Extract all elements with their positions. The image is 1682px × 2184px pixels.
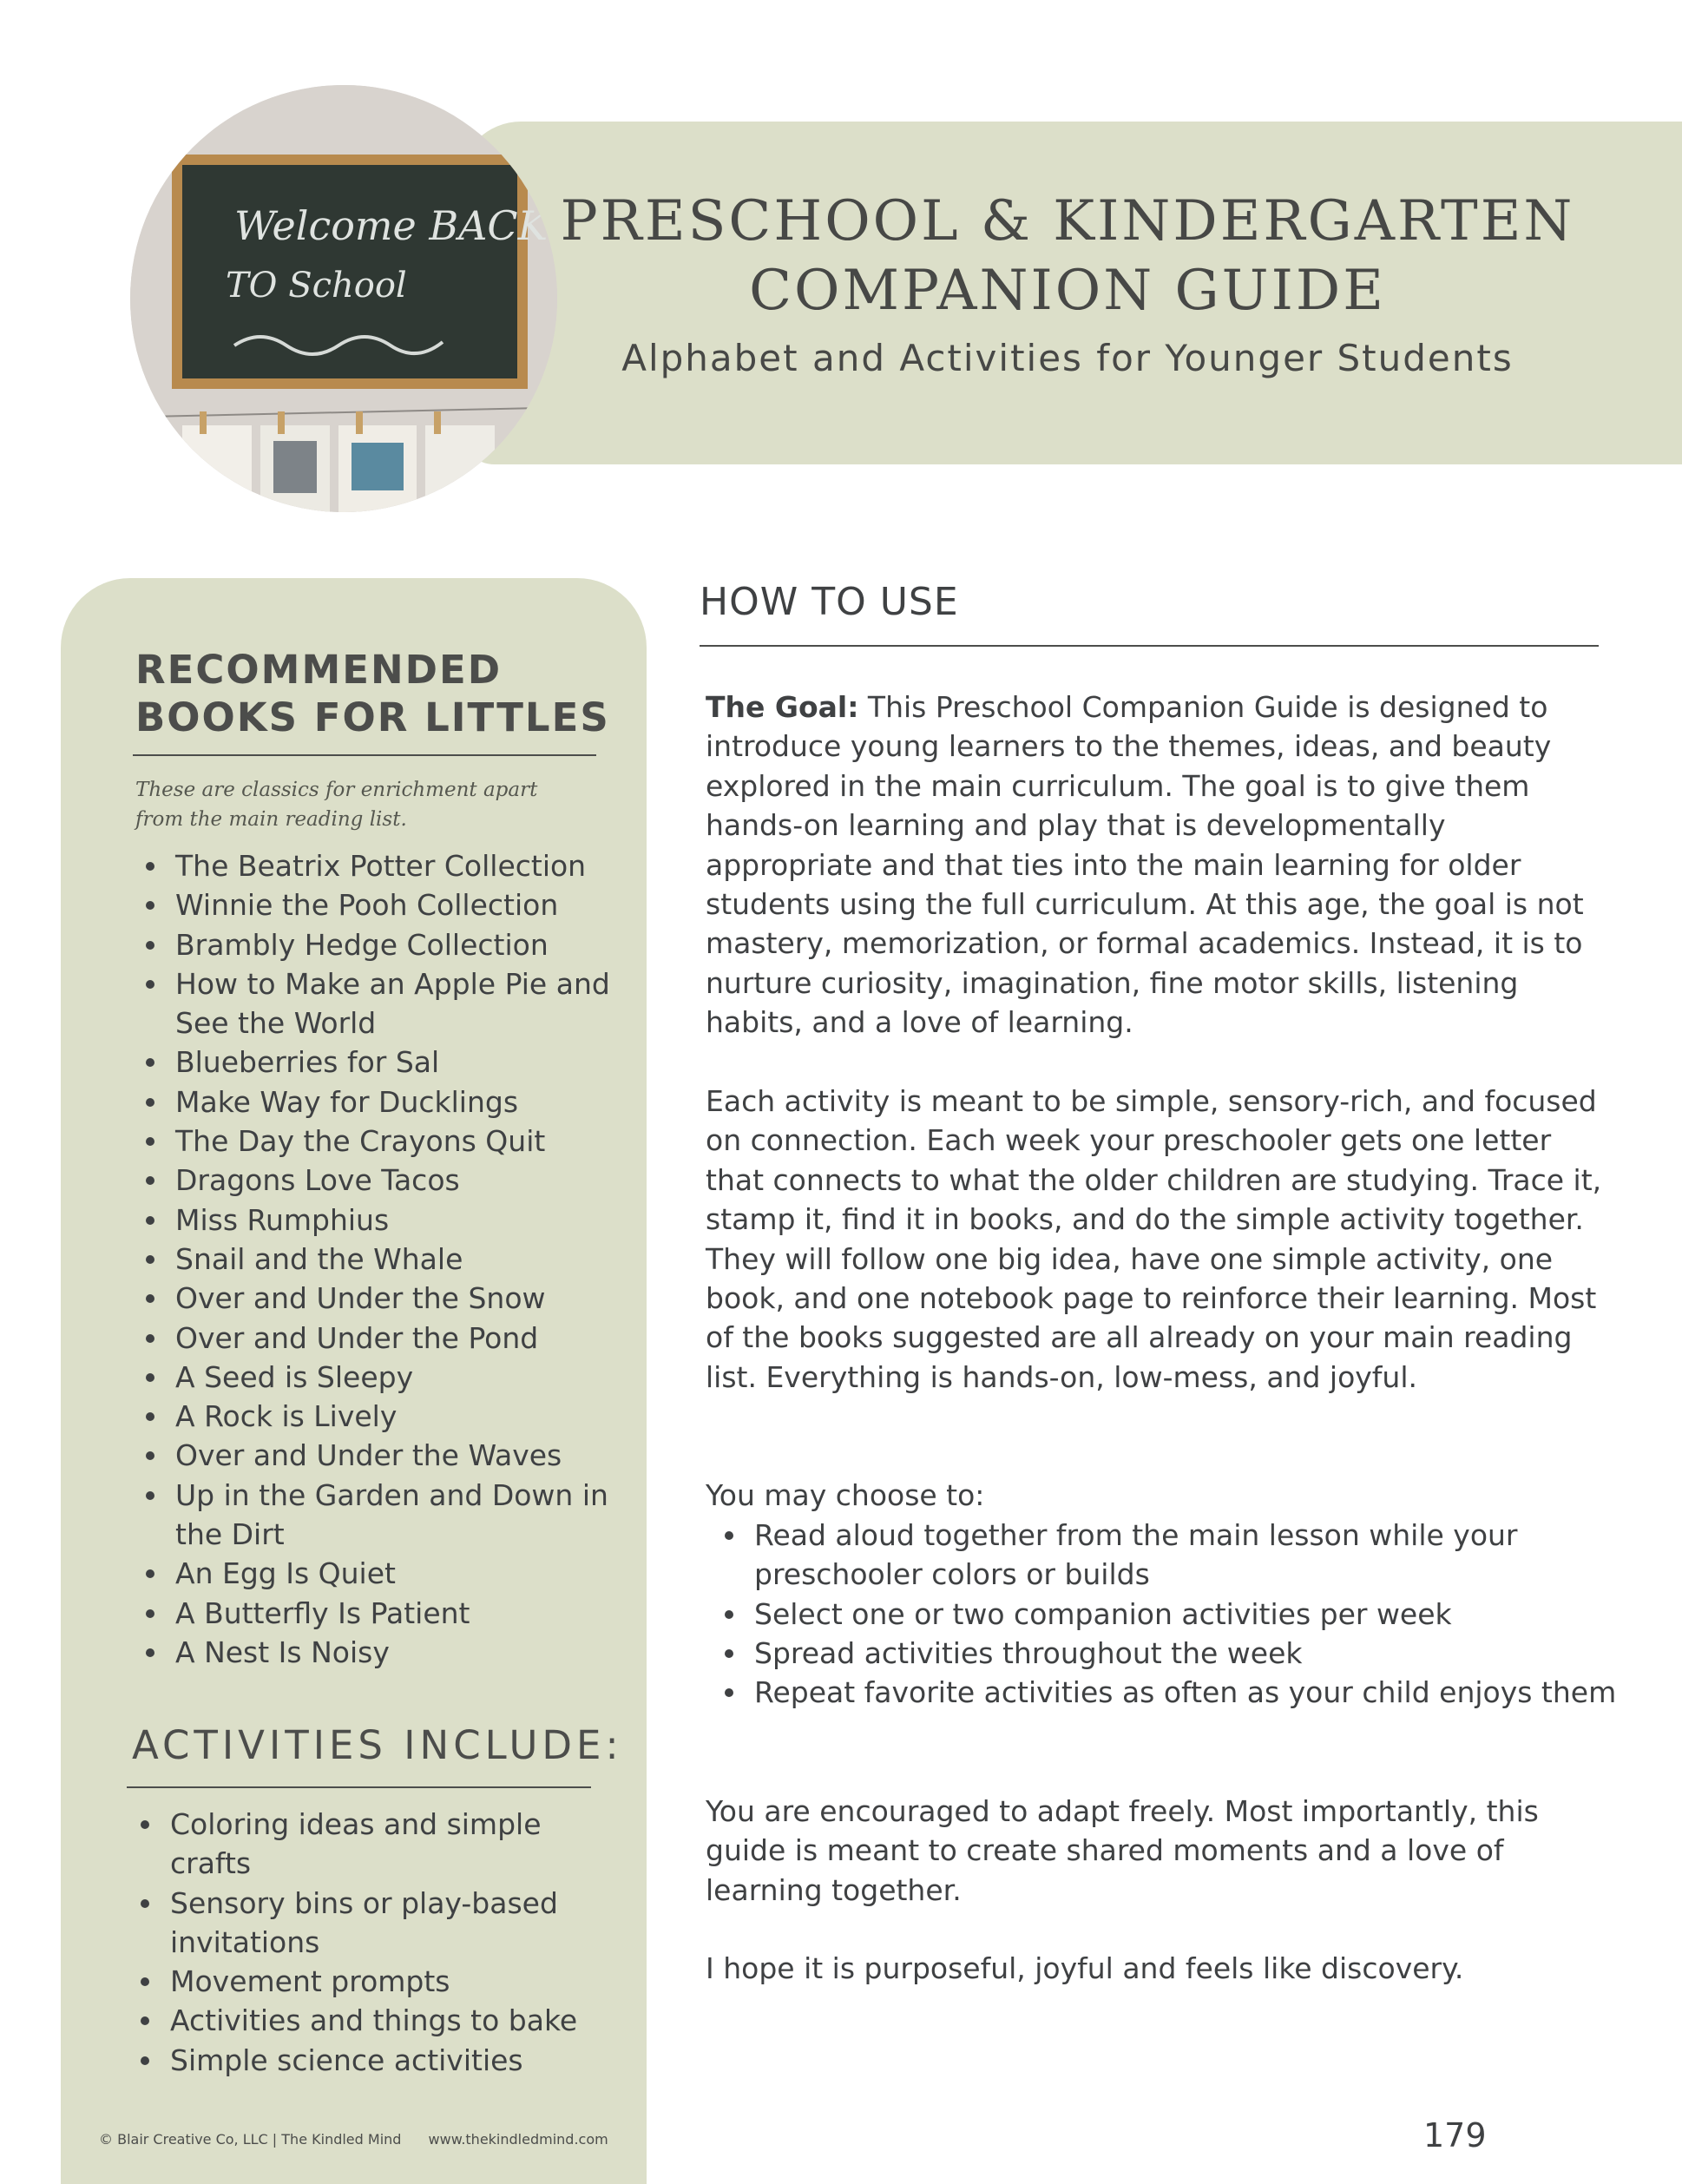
- choose-item: Read aloud together from the main lesson while your preschooler colors or builds: [716, 1516, 1627, 1595]
- goal-paragraph: [706, 687, 1617, 1043]
- adapt-paragraph: You are encouraged to adapt freely. Most importantly, this guide is meant to create shared moments and a love of learning together.: [706, 1794, 1539, 1907]
- book-item: A Nest Is Noisy: [137, 1633, 632, 1672]
- book-item: Over and Under the Snow: [137, 1279, 632, 1318]
- footer: [99, 2131, 608, 2148]
- activities-heading-divider: [127, 1786, 591, 1788]
- book-item: Winnie the Pooh Collection: [137, 885, 632, 924]
- chalkboard-photo: [130, 85, 557, 512]
- goal-text: This Preschool Companion Guide is designed to introduce young learners to the themes, ideas, and beauty explored in the main curriculum. The goal is to give them hands-on learning and play that is developmentally appropriate and that ties into the main learning for older students using the full curriculum. At this age, the goal is not mastery, memorization, or formal academics. Instead, it is to nurture curiosity, imagination, fine motor skills, listening habits, and a love of learning.: [706, 690, 1584, 1040]
- book-item: How to Make an Apple Pie and See the World: [137, 964, 632, 1043]
- page-title: [555, 187, 1580, 326]
- book-item: Over and Under the Pond: [137, 1319, 632, 1358]
- choose-intro: You may choose to:: [706, 1478, 985, 1512]
- book-item: A Seed is Sleepy: [137, 1358, 632, 1397]
- activity-item: Activities and things to bake: [132, 2001, 618, 2040]
- choose-item: Spread activities throughout the week: [716, 1634, 1627, 1673]
- book-item: Up in the Garden and Down in the Dirt: [137, 1476, 632, 1555]
- chalk-text-line2: TO School: [226, 266, 407, 306]
- activity-paragraph: Each activity is meant to be simple, sensory-rich, and focused on connection. Each week your preschooler gets one letter that connects to what the older children are studying. Trace it, stamp it, find it in books, and do the simple activity together. They will follow one big idea, have one simple activity, one book, and one notebook page to reinforce their learning. Most of the books suggested are all already on your main reading list. Everything is hands-on, low-mess, and joyful.: [706, 1084, 1602, 1394]
- choose-item: Select one or two companion activities per week: [716, 1595, 1627, 1634]
- activity-item: Coloring ideas and simple crafts: [132, 1805, 618, 1884]
- book-item: Make Way for Ducklings: [137, 1082, 632, 1122]
- title-line1: PRESCHOOL & KINDERGARTEN: [560, 189, 1575, 253]
- activities-heading: ACTIVITIES INCLUDE:: [132, 1722, 623, 1768]
- book-item: A Rock is Lively: [137, 1397, 632, 1436]
- chalk-text-line1: Welcome BACK: [234, 202, 548, 249]
- book-item: The Beatrix Potter Collection: [137, 846, 632, 885]
- page-subtitle: Alphabet and Activities for Younger Students: [621, 337, 1514, 379]
- choose-item: Repeat favorite activities as often as your child enjoys them: [716, 1673, 1627, 1712]
- closing-paragraph: I hope it is purposeful, joyful and feels like discovery.: [706, 1951, 1464, 1985]
- books-heading: [135, 646, 610, 741]
- page-number: 179: [1423, 2116, 1487, 2154]
- book-item: Miss Rumphius: [137, 1201, 632, 1240]
- footer-copyright: © Blair Creative Co, LLC | The Kindled Mind: [99, 2131, 402, 2148]
- book-item: Dragons Love Tacos: [137, 1161, 632, 1200]
- books-heading-line1: RECOMMENDED: [135, 647, 503, 693]
- activities-list: [132, 1805, 618, 2080]
- books-heading-line2: BOOKS FOR LITTLES: [135, 694, 610, 740]
- how-to-use-heading: HOW TO USE: [700, 580, 959, 624]
- chalkboard-illustration: [130, 85, 557, 512]
- book-item: A Butterfly Is Patient: [137, 1594, 632, 1633]
- book-item: Blueberries for Sal: [137, 1043, 632, 1082]
- activity-item: Movement prompts: [132, 1962, 618, 2001]
- books-note: These are classics for enrichment apart from the main reading list.: [135, 779, 538, 831]
- goal-label: The Goal:: [706, 690, 859, 724]
- activity-item: Sensory bins or play-based invitations: [132, 1884, 618, 1963]
- book-item: Snail and the Whale: [137, 1240, 632, 1279]
- choose-list: [706, 1516, 1627, 1712]
- book-item: An Egg Is Quiet: [137, 1554, 632, 1593]
- how-to-use-divider: [700, 645, 1599, 647]
- books-list: [137, 846, 632, 1672]
- books-heading-divider: [133, 754, 596, 756]
- book-item: Brambly Hedge Collection: [137, 925, 632, 964]
- activity-item: Simple science activities: [132, 2041, 618, 2080]
- book-item: The Day the Crayons Quit: [137, 1122, 632, 1161]
- book-item: Over and Under the Waves: [137, 1436, 632, 1475]
- footer-url[interactable]: www.thekindledmind.com: [428, 2131, 608, 2148]
- title-line2: COMPANION GUIDE: [749, 259, 1386, 323]
